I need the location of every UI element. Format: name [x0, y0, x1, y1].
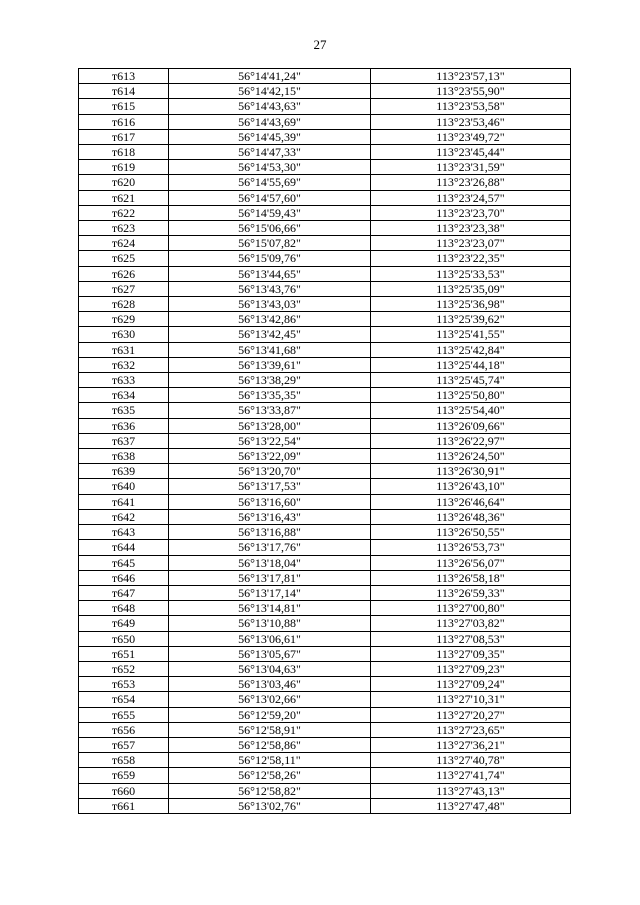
table-row: [79, 570, 571, 585]
latitude-cell: 56°12'58,26": [169, 768, 371, 783]
table-row: [79, 661, 571, 676]
longitude-cell: 113°27'09,23": [371, 661, 571, 676]
longitude-cell: 113°27'41,74": [371, 768, 571, 783]
coordinates-table: [78, 68, 571, 814]
longitude-cell: 113°26'22,97": [371, 433, 571, 448]
point-id-cell: т651: [79, 646, 169, 661]
longitude-cell: 113°27'10,31": [371, 692, 571, 707]
table-row: [79, 616, 571, 631]
latitude-cell: 56°13'06,61": [169, 631, 371, 646]
latitude-cell: 56°14'43,63": [169, 99, 371, 114]
longitude-cell: 113°27'23,65": [371, 722, 571, 737]
longitude-cell: 113°27'36,21": [371, 737, 571, 752]
point-id-cell: т641: [79, 494, 169, 509]
point-id-cell: т644: [79, 540, 169, 555]
latitude-cell: 56°13'22,09": [169, 449, 371, 464]
table-row: [79, 525, 571, 540]
longitude-cell: 113°26'53,73": [371, 540, 571, 555]
latitude-cell: 56°12'59,20": [169, 707, 371, 722]
table-row: [79, 783, 571, 798]
table-row: [79, 312, 571, 327]
point-id-cell: т649: [79, 616, 169, 631]
table-row: [79, 160, 571, 175]
point-id-cell: т632: [79, 357, 169, 372]
longitude-cell: 113°23'45,44": [371, 145, 571, 160]
table-row: [79, 768, 571, 783]
point-id-cell: т656: [79, 722, 169, 737]
longitude-cell: 113°23'55,90": [371, 84, 571, 99]
point-id-cell: т659: [79, 768, 169, 783]
longitude-cell: 113°23'23,38": [371, 221, 571, 236]
longitude-cell: 113°26'48,36": [371, 509, 571, 524]
longitude-cell: 113°26'50,55": [371, 525, 571, 540]
longitude-cell: 113°27'43,13": [371, 783, 571, 798]
latitude-cell: 56°13'44,65": [169, 266, 371, 281]
table-row: [79, 388, 571, 403]
point-id-cell: т657: [79, 737, 169, 752]
longitude-cell: 113°23'49,72": [371, 129, 571, 144]
table-row: [79, 205, 571, 220]
table-row: [79, 175, 571, 190]
latitude-cell: 56°13'17,76": [169, 540, 371, 555]
longitude-cell: 113°23'57,13": [371, 69, 571, 84]
longitude-cell: 113°23'24,57": [371, 190, 571, 205]
longitude-cell: 113°23'53,58": [371, 99, 571, 114]
point-id-cell: т658: [79, 753, 169, 768]
longitude-cell: 113°26'58,18": [371, 570, 571, 585]
table-row: [79, 373, 571, 388]
point-id-cell: т624: [79, 236, 169, 251]
longitude-cell: 113°23'22,35": [371, 251, 571, 266]
latitude-cell: 56°12'58,86": [169, 737, 371, 752]
point-id-cell: т654: [79, 692, 169, 707]
longitude-cell: 113°27'03,82": [371, 616, 571, 631]
point-id-cell: т661: [79, 798, 169, 813]
point-id-cell: т638: [79, 449, 169, 464]
latitude-cell: 56°14'59,43": [169, 205, 371, 220]
table-row: [79, 707, 571, 722]
point-id-cell: т633: [79, 373, 169, 388]
longitude-cell: 113°27'47,48": [371, 798, 571, 813]
table-row: [79, 722, 571, 737]
latitude-cell: 56°14'55,69": [169, 175, 371, 190]
longitude-cell: 113°25'35,09": [371, 281, 571, 296]
table-row: [79, 753, 571, 768]
latitude-cell: 56°13'20,70": [169, 464, 371, 479]
point-id-cell: т635: [79, 403, 169, 418]
latitude-cell: 56°14'53,30": [169, 160, 371, 175]
longitude-cell: 113°25'44,18": [371, 357, 571, 372]
longitude-cell: 113°23'53,46": [371, 114, 571, 129]
latitude-cell: 56°14'45,39": [169, 129, 371, 144]
page-number: 27: [313, 37, 327, 52]
table-row: [79, 114, 571, 129]
latitude-cell: 56°15'07,82": [169, 236, 371, 251]
table-row: [79, 798, 571, 813]
point-id-cell: т630: [79, 327, 169, 342]
latitude-cell: 56°13'43,03": [169, 297, 371, 312]
table-row: [79, 677, 571, 692]
latitude-cell: 56°13'43,76": [169, 281, 371, 296]
table-row: [79, 433, 571, 448]
longitude-cell: 113°26'24,50": [371, 449, 571, 464]
latitude-cell: 56°13'17,53": [169, 479, 371, 494]
latitude-cell: 56°14'43,69": [169, 114, 371, 129]
latitude-cell: 56°14'41,24": [169, 69, 371, 84]
table-row: [79, 281, 571, 296]
table-row: [79, 251, 571, 266]
table-row: [79, 540, 571, 555]
longitude-cell: 113°26'56,07": [371, 555, 571, 570]
table-row: [79, 84, 571, 99]
point-id-cell: т617: [79, 129, 169, 144]
latitude-cell: 56°13'42,86": [169, 312, 371, 327]
latitude-cell: 56°13'33,87": [169, 403, 371, 418]
point-id-cell: т634: [79, 388, 169, 403]
point-id-cell: т616: [79, 114, 169, 129]
table-row: [79, 342, 571, 357]
latitude-cell: 56°13'38,29": [169, 373, 371, 388]
table-row: [79, 464, 571, 479]
longitude-cell: 113°27'00,80": [371, 601, 571, 616]
point-id-cell: т622: [79, 205, 169, 220]
longitude-cell: 113°25'36,98": [371, 297, 571, 312]
longitude-cell: 113°25'45,74": [371, 373, 571, 388]
latitude-cell: 56°13'28,00": [169, 418, 371, 433]
latitude-cell: 56°14'42,15": [169, 84, 371, 99]
latitude-cell: 56°13'18,04": [169, 555, 371, 570]
latitude-cell: 56°13'02,76": [169, 798, 371, 813]
point-id-cell: т642: [79, 509, 169, 524]
longitude-cell: 113°27'20,27": [371, 707, 571, 722]
latitude-cell: 56°13'14,81": [169, 601, 371, 616]
point-id-cell: т643: [79, 525, 169, 540]
table-row: [79, 509, 571, 524]
latitude-cell: 56°13'16,60": [169, 494, 371, 509]
longitude-cell: 113°27'40,78": [371, 753, 571, 768]
latitude-cell: 56°15'09,76": [169, 251, 371, 266]
latitude-cell: 56°13'16,43": [169, 509, 371, 524]
latitude-cell: 56°13'41,68": [169, 342, 371, 357]
point-id-cell: т640: [79, 479, 169, 494]
point-id-cell: т631: [79, 342, 169, 357]
longitude-cell: 113°26'46,64": [371, 494, 571, 509]
table-row: [79, 190, 571, 205]
latitude-cell: 56°14'57,60": [169, 190, 371, 205]
latitude-cell: 56°12'58,91": [169, 722, 371, 737]
longitude-cell: 113°23'23,07": [371, 236, 571, 251]
point-id-cell: т636: [79, 418, 169, 433]
point-id-cell: т626: [79, 266, 169, 281]
table-row: [79, 327, 571, 342]
latitude-cell: 56°13'10,88": [169, 616, 371, 631]
table-row: [79, 449, 571, 464]
latitude-cell: 56°15'06,66": [169, 221, 371, 236]
point-id-cell: т613: [79, 69, 169, 84]
point-id-cell: т628: [79, 297, 169, 312]
table-row: [79, 99, 571, 114]
table-row: [79, 555, 571, 570]
latitude-cell: 56°13'17,14": [169, 585, 371, 600]
point-id-cell: т648: [79, 601, 169, 616]
table-row: [79, 129, 571, 144]
table-row: [79, 69, 571, 84]
point-id-cell: т646: [79, 570, 169, 585]
point-id-cell: т619: [79, 160, 169, 175]
point-id-cell: т615: [79, 99, 169, 114]
longitude-cell: 113°25'41,55": [371, 327, 571, 342]
latitude-cell: 56°12'58,82": [169, 783, 371, 798]
table-row: [79, 266, 571, 281]
point-id-cell: т625: [79, 251, 169, 266]
longitude-cell: 113°25'50,80": [371, 388, 571, 403]
table-row: [79, 221, 571, 236]
table-row: [79, 236, 571, 251]
table-row: [79, 631, 571, 646]
longitude-cell: 113°26'09,66": [371, 418, 571, 433]
point-id-cell: т652: [79, 661, 169, 676]
point-id-cell: т637: [79, 433, 169, 448]
longitude-cell: 113°23'26,88": [371, 175, 571, 190]
table-row: [79, 692, 571, 707]
point-id-cell: т660: [79, 783, 169, 798]
latitude-cell: 56°13'03,46": [169, 677, 371, 692]
longitude-cell: 113°25'39,62": [371, 312, 571, 327]
point-id-cell: т614: [79, 84, 169, 99]
latitude-cell: 56°13'04,63": [169, 661, 371, 676]
longitude-cell: 113°27'09,35": [371, 646, 571, 661]
table-row: [79, 585, 571, 600]
longitude-cell: 113°26'30,91": [371, 464, 571, 479]
longitude-cell: 113°26'59,33": [371, 585, 571, 600]
latitude-cell: 56°13'35,35": [169, 388, 371, 403]
point-id-cell: т653: [79, 677, 169, 692]
latitude-cell: 56°13'39,61": [169, 357, 371, 372]
longitude-cell: 113°27'08,53": [371, 631, 571, 646]
table-row: [79, 418, 571, 433]
longitude-cell: 113°27'09,24": [371, 677, 571, 692]
table-row: [79, 646, 571, 661]
latitude-cell: 56°13'17,81": [169, 570, 371, 585]
point-id-cell: т620: [79, 175, 169, 190]
table-row: [79, 403, 571, 418]
longitude-cell: 113°25'54,40": [371, 403, 571, 418]
latitude-cell: 56°13'16,88": [169, 525, 371, 540]
latitude-cell: 56°13'05,67": [169, 646, 371, 661]
point-id-cell: т623: [79, 221, 169, 236]
longitude-cell: 113°23'31,59": [371, 160, 571, 175]
coordinates-table-body: [79, 69, 571, 814]
latitude-cell: 56°13'22,54": [169, 433, 371, 448]
point-id-cell: т655: [79, 707, 169, 722]
latitude-cell: 56°14'47,33": [169, 145, 371, 160]
point-id-cell: т629: [79, 312, 169, 327]
table-row: [79, 145, 571, 160]
point-id-cell: т639: [79, 464, 169, 479]
longitude-cell: 113°23'23,70": [371, 205, 571, 220]
point-id-cell: т645: [79, 555, 169, 570]
point-id-cell: т650: [79, 631, 169, 646]
point-id-cell: т627: [79, 281, 169, 296]
longitude-cell: 113°25'42,84": [371, 342, 571, 357]
point-id-cell: т647: [79, 585, 169, 600]
table-row: [79, 601, 571, 616]
table-row: [79, 494, 571, 509]
latitude-cell: 56°13'02,66": [169, 692, 371, 707]
point-id-cell: т621: [79, 190, 169, 205]
latitude-cell: 56°13'42,45": [169, 327, 371, 342]
longitude-cell: 113°26'43,10": [371, 479, 571, 494]
table-row: [79, 737, 571, 752]
point-id-cell: т618: [79, 145, 169, 160]
table-row: [79, 479, 571, 494]
latitude-cell: 56°12'58,11": [169, 753, 371, 768]
longitude-cell: 113°25'33,53": [371, 266, 571, 281]
table-row: [79, 297, 571, 312]
table-row: [79, 357, 571, 372]
